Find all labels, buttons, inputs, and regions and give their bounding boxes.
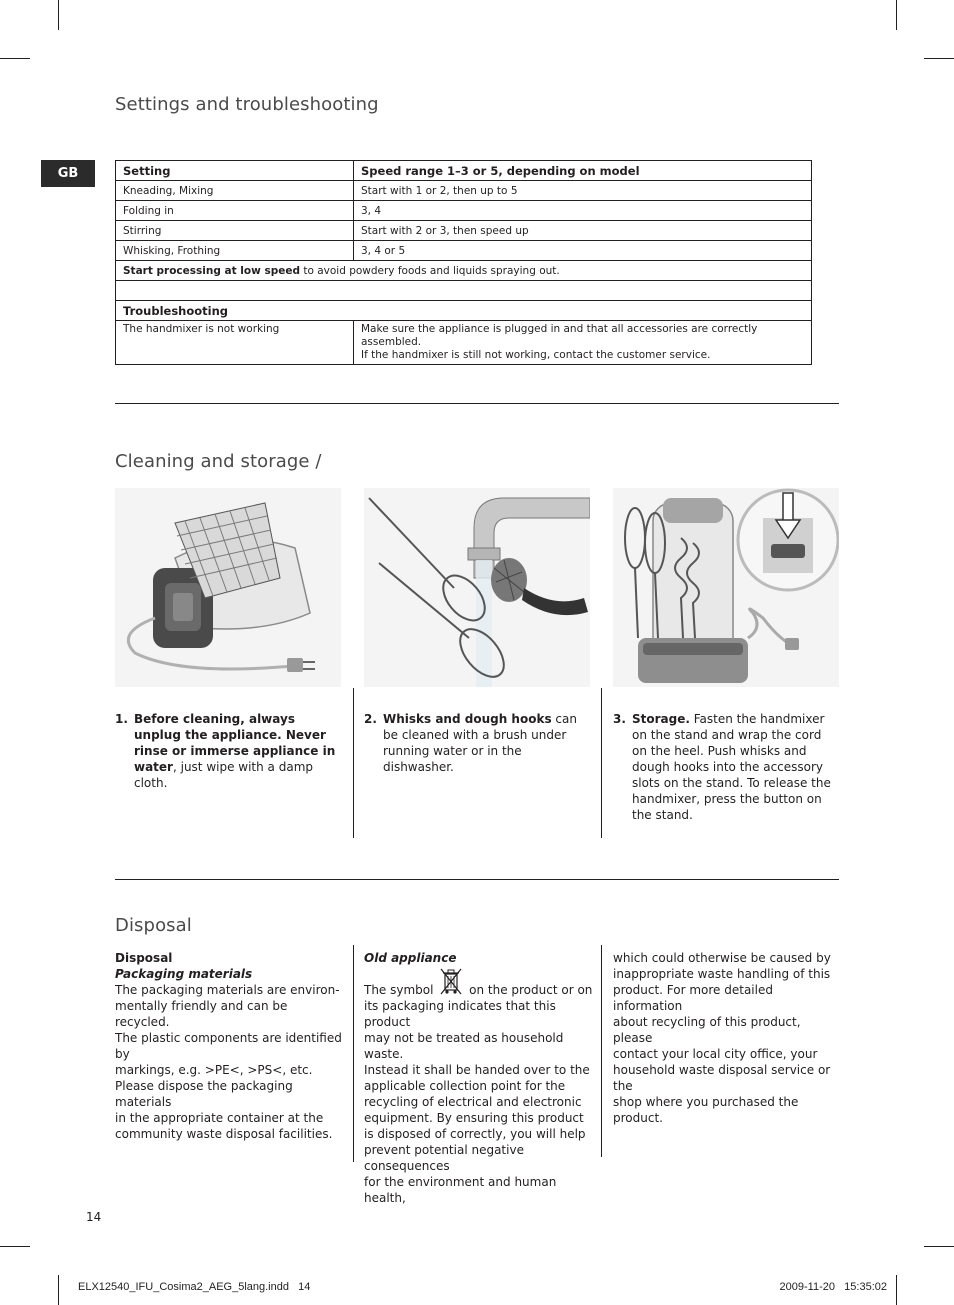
step-rest: Fasten the handmixer on the stand and wrap the cord on the heel. Push whisks and dough hooks into the accessory slots on the stand. To release the handmixer, press the button on the stand. bbox=[632, 712, 831, 822]
illustration-whisks-tap bbox=[364, 488, 590, 687]
col1-line: The plastic components are identified by bbox=[115, 1031, 342, 1061]
table-spacer-row bbox=[116, 281, 812, 301]
col3-line: household waste disposal service or the bbox=[613, 1063, 831, 1093]
col2-line: prevent potential negative consequences bbox=[364, 1143, 524, 1173]
note-rest: to avoid powdery foods and liquids spraying out. bbox=[299, 264, 560, 277]
step-number: 3. bbox=[613, 712, 626, 726]
disposal-column-2 bbox=[364, 950, 594, 1206]
disposal-heading: Disposal bbox=[115, 951, 173, 965]
col2-line: applicable collection point for the bbox=[364, 1079, 566, 1093]
step-bold: Before cleaning, always unplug the appliance. Never rinse or immerse appliance in water bbox=[134, 712, 336, 774]
table-row bbox=[116, 221, 812, 241]
col3-line: inappropriate waste handling of this bbox=[613, 967, 831, 981]
symbol-line bbox=[364, 982, 594, 998]
illustration-storage-stand bbox=[613, 488, 839, 687]
col2-line: its packaging indicates that this product bbox=[364, 999, 556, 1029]
step-number: 1. bbox=[115, 712, 128, 726]
footer-timestamp: 2009-11-20 15:35:02 bbox=[779, 1281, 887, 1293]
col2-line: may not be treated as household waste. bbox=[364, 1031, 564, 1061]
troubleshooting-row bbox=[116, 321, 812, 365]
crop-mark bbox=[896, 1275, 897, 1305]
table-header-cell: Speed range 1–3 or 5, depending on model bbox=[354, 161, 812, 181]
table-cell: Start with 2 or 3, then speed up bbox=[354, 221, 812, 241]
crop-mark bbox=[58, 0, 59, 30]
col2-line: recycling of electrical and electronic bbox=[364, 1095, 582, 1109]
step-rest: , just wipe with a damp cloth. bbox=[134, 760, 314, 790]
step-rest: can be cleaned with a brush under running water or in the dishwasher. bbox=[383, 712, 577, 774]
step-text bbox=[632, 711, 839, 823]
weee-bin-icon-svg bbox=[437, 967, 465, 995]
section-divider bbox=[115, 879, 839, 880]
table-cell: Folding in bbox=[116, 201, 354, 221]
step-number: 2. bbox=[364, 712, 377, 726]
crop-mark bbox=[58, 1275, 59, 1305]
column-divider bbox=[353, 688, 354, 838]
col2-line: for the environment and human health, bbox=[364, 1175, 557, 1205]
trouble-solution-line: Make sure the appliance is plugged in and that all accessories are correctly assembled. bbox=[361, 323, 758, 348]
disposal-column-1 bbox=[115, 950, 343, 1142]
language-tab: GB bbox=[41, 160, 95, 187]
col3-line: product. For more detailed information bbox=[613, 983, 773, 1013]
col3-line: shop where you purchased the product. bbox=[613, 1095, 799, 1125]
step-bold: Whisks and dough hooks bbox=[383, 712, 552, 726]
crop-mark bbox=[0, 1246, 30, 1247]
crop-mark bbox=[924, 1246, 954, 1247]
col2-line: Instead it shall be handed over to the bbox=[364, 1063, 590, 1077]
crop-mark bbox=[0, 58, 30, 59]
col3-line: which could otherwise be caused by bbox=[613, 951, 831, 965]
table-cell: 3, 4 bbox=[354, 201, 812, 221]
old-appliance-heading: Old appliance bbox=[364, 951, 457, 965]
step-bold: Storage. bbox=[632, 712, 690, 726]
column-divider bbox=[601, 945, 602, 1157]
symbol-text-before: The symbol bbox=[364, 983, 434, 997]
settings-title: Settings and troubleshooting bbox=[115, 94, 379, 115]
page-number: 14 bbox=[86, 1210, 102, 1224]
table-row bbox=[116, 241, 812, 261]
troubleshooting-header: Troubleshooting bbox=[116, 301, 812, 321]
troubleshooting-header-row bbox=[116, 301, 812, 321]
trouble-solution bbox=[354, 321, 812, 365]
crop-mark bbox=[896, 0, 897, 30]
trouble-solution-line: If the handmixer is still not working, contact the customer service. bbox=[361, 349, 711, 361]
note-bold: Start processing at low speed bbox=[123, 264, 300, 277]
whisks-tap-icon bbox=[364, 488, 590, 687]
step-text bbox=[383, 711, 590, 775]
table-spacer bbox=[116, 281, 812, 301]
col1-line: The packaging materials are environ- bbox=[115, 983, 340, 997]
col2-line: equipment. By ensuring this product bbox=[364, 1111, 584, 1125]
trouble-problem: The handmixer is not working bbox=[116, 321, 354, 365]
col1-line: Please dispose the packaging materials bbox=[115, 1079, 293, 1109]
step-text bbox=[134, 711, 343, 791]
packaging-subheading: Packaging materials bbox=[115, 967, 253, 981]
col1-line: community waste disposal facilities. bbox=[115, 1127, 333, 1141]
disposal-column-3 bbox=[613, 950, 839, 1126]
table-note bbox=[116, 261, 812, 281]
table-cell: Stirring bbox=[116, 221, 354, 241]
mixer-cloth-icon bbox=[115, 488, 341, 687]
table-note-row bbox=[116, 261, 812, 281]
col3-line: about recycling of this product, please bbox=[613, 1015, 801, 1045]
col1-line: mentally friendly and can be recycled. bbox=[115, 999, 288, 1029]
symbol-text-after: on the product or on bbox=[469, 983, 593, 997]
col1-line: in the appropriate container at the bbox=[115, 1111, 324, 1125]
col1-line: markings, e.g. >PE<, >PS<, etc. bbox=[115, 1063, 313, 1077]
col2-line: is disposed of correctly, you will help bbox=[364, 1127, 586, 1141]
column-divider bbox=[353, 945, 354, 1162]
section-divider bbox=[115, 403, 839, 404]
disposal-title: Disposal bbox=[115, 915, 192, 936]
table-cell: Start with 1 or 2, then up to 5 bbox=[354, 181, 812, 201]
table-cell: 3, 4 or 5 bbox=[354, 241, 812, 261]
crop-mark bbox=[924, 58, 954, 59]
settings-table bbox=[115, 160, 812, 365]
column-divider bbox=[601, 688, 602, 838]
table-row bbox=[116, 181, 812, 201]
cleaning-title: Cleaning and storage / bbox=[115, 451, 322, 472]
weee-bin-icon bbox=[437, 982, 465, 998]
table-cell: Kneading, Mixing bbox=[116, 181, 354, 201]
illustration-mixer-cloth bbox=[115, 488, 341, 687]
col3-line: contact your local city office, your bbox=[613, 1047, 818, 1061]
footer-filename: ELX12540_IFU_Cosima2_AEG_5lang.indd 14 bbox=[78, 1281, 311, 1293]
table-row bbox=[116, 201, 812, 221]
table-cell: Whisking, Frothing bbox=[116, 241, 354, 261]
storage-stand-icon bbox=[613, 488, 839, 687]
table-header-row bbox=[116, 161, 812, 181]
table-header-cell: Setting bbox=[116, 161, 354, 181]
